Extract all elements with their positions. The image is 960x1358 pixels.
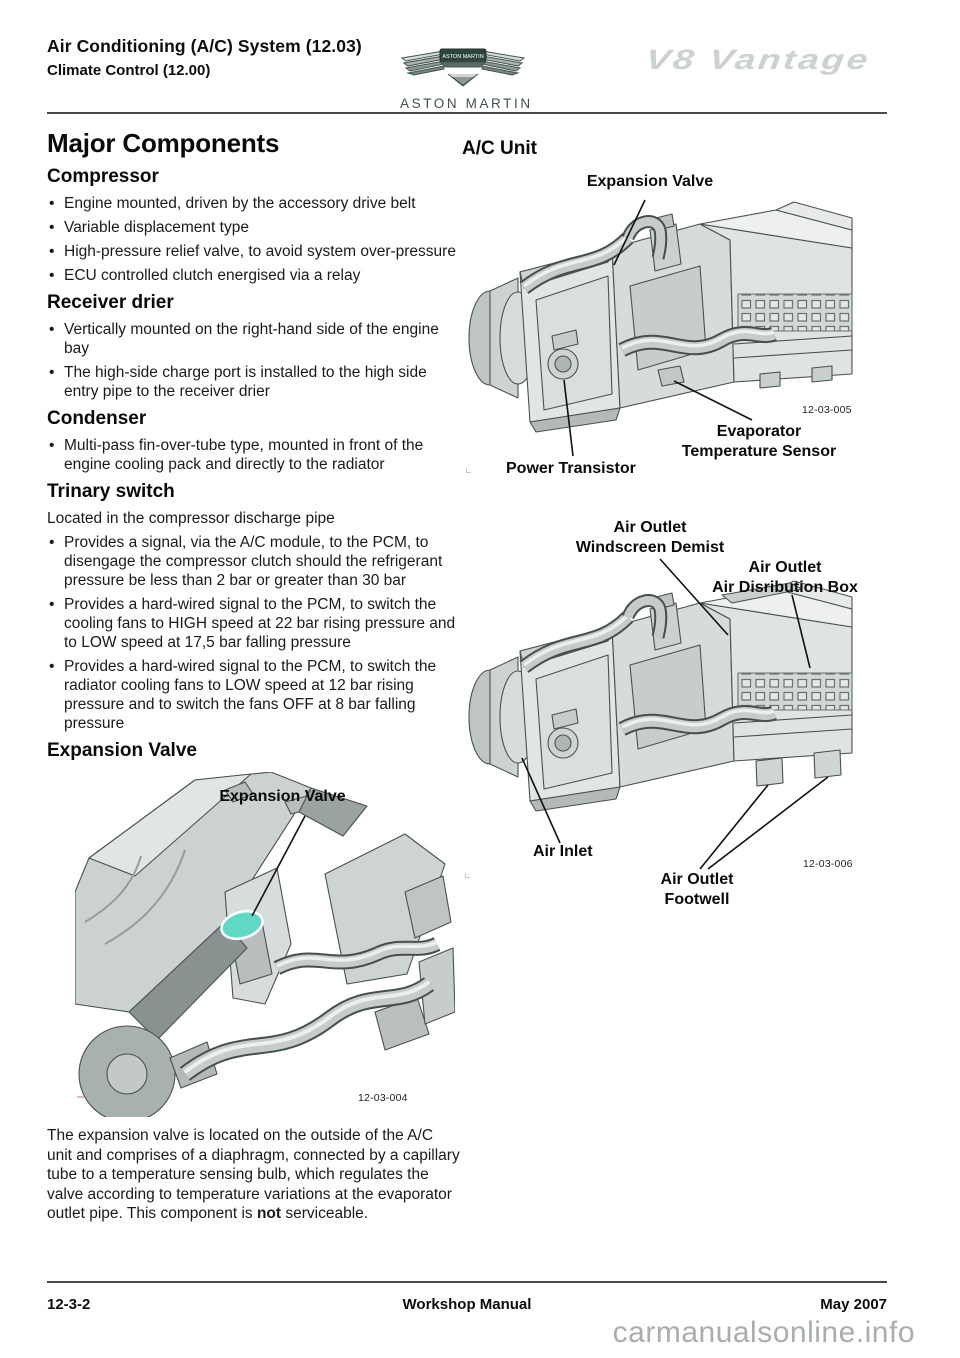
bullet-item: • Multi-pass fin-over-tube type, mounted in front of the engine cooling pack and directly to the radiator: [47, 436, 461, 474]
scan-artifact: [77, 1096, 84, 1098]
figure-label-air-distribution-box: Air Disribution Box: [712, 579, 858, 596]
trinary-bullets: [47, 533, 461, 733]
expansion-valve-illustration: [75, 772, 455, 1117]
figure-expansion-valve: [75, 772, 455, 1117]
aston-martin-wings-logo: [400, 44, 526, 90]
bullet-item: • Provides a hard-wired signal to the PCM, to switch the cooling fans to HIGH speed at 22 bar rising pressure and to LOW speed at 17,5 bar falling pressure: [47, 595, 461, 652]
doc-subtitle: Climate Control (12.00): [47, 62, 211, 79]
paragraph-text: The expansion valve is located on the outside of the A/C unit and comprises of a diaphragm, connected by a capillary tube to a temperature sensing bulb, which regulates the valve according to temperature variations at the evaporator outlet pipe. This component is: [47, 1127, 460, 1222]
bullet-item: • Engine mounted, driven by the accessory drive belt: [47, 194, 461, 213]
model-logo: V8 Vantage: [643, 44, 873, 75]
figure-label-windscreen-demist: Windscreen Demist: [575, 539, 725, 556]
section-heading-compressor: Compressor: [47, 166, 159, 187]
header-rule: [47, 112, 887, 114]
ac-unit-illustration-1: [460, 168, 912, 490]
paragraph-bold-word: not: [256, 1205, 282, 1222]
evaporator-temp-sensor: [658, 366, 684, 386]
figure-label-expansion-valve: Expansion Valve: [586, 173, 714, 190]
footer-center-text: Workshop Manual: [402, 1296, 532, 1313]
figure-code: 12-03-006: [803, 858, 853, 870]
figure-ac-unit-bottom: [460, 513, 912, 915]
receiver-drier-bullets: [47, 320, 461, 401]
footwell-outlet-left: [756, 758, 783, 786]
figure-code: 12-03-005: [802, 404, 852, 416]
bullet-item: • High-pressure relief valve, to avoid system over-pressure: [47, 242, 461, 261]
paragraph-text: serviceable.: [281, 1205, 369, 1222]
figure-label-power-transistor: Power Transistor: [506, 460, 636, 477]
bullet-item: • ECU controlled clutch energised via a relay: [47, 266, 461, 285]
bullet-item: • Provides a signal, via the A/C module, to the PCM, to disengage the compressor clutch should the refrigerant pressure be less than 2 bar or greater than 30 bar: [47, 533, 461, 590]
expansion-valve-paragraph: [47, 1126, 461, 1224]
footer-rule: [47, 1281, 887, 1283]
figure-label-footwell: Footwell: [664, 891, 730, 908]
footer-page-number: 12-3-2: [47, 1296, 91, 1313]
bullet-item: • Variable displacement type: [47, 218, 461, 237]
figure-label-air-inlet: Air Inlet: [533, 843, 593, 860]
bullet-item: • Vertically mounted on the right-hand side of the engine bay: [47, 320, 461, 358]
header-titles: [47, 36, 362, 79]
condenser-bullets: [47, 436, 461, 474]
bullet-item: • The high-side charge port is installed to the high side entry pipe to the receiver drier: [47, 363, 461, 401]
section-heading-receiver-drier: Receiver drier: [47, 292, 174, 313]
footwell-outlet-right: [814, 750, 841, 778]
figure-label-temperature-sensor: Temperature Sensor: [681, 443, 837, 460]
section-heading-condenser: Condenser: [47, 408, 147, 429]
trinary-intro: Located in the compressor discharge pipe: [47, 510, 335, 527]
bullet-item: • Provides a hard-wired signal to the PCM, to switch the radiator cooling fans to LOW speed at 12 bar rising pressure and to switch the fans OFF at 8 bar falling pressure: [47, 657, 461, 733]
figure-label-air-outlet-footwell: Air Outlet: [660, 871, 734, 888]
section-heading-ac-unit: A/C Unit: [462, 138, 537, 159]
main-heading: Major Components: [47, 128, 280, 158]
watermark: carmanualsonline.info: [612, 1316, 915, 1349]
section-heading-expansion-valve: Expansion Valve: [47, 740, 197, 761]
figure-label-air-outlet-distribution: Air Outlet: [748, 559, 822, 576]
figure-label-evaporator: Evaporator: [716, 423, 802, 440]
figure-label-expansion-valve: Expansion Valve: [219, 788, 346, 805]
compressor-bullets: [47, 194, 461, 285]
left-column: [47, 128, 461, 768]
figure-code: 12-03-004: [358, 1092, 408, 1104]
brand-name: ASTON MARTIN: [400, 96, 533, 111]
footer-date: May 2007: [820, 1296, 887, 1313]
wings-icon: [400, 44, 526, 90]
section-heading-trinary-switch: Trinary switch: [47, 481, 175, 502]
scan-artifact: [466, 468, 471, 473]
figure-ac-unit-top: [460, 168, 912, 490]
doc-title: Air Conditioning (A/C) System (12.03): [47, 36, 362, 56]
figure-label-air-outlet-windscreen: Air Outlet: [613, 519, 687, 536]
wings-badge-text: ASTON MARTIN: [442, 54, 484, 60]
scan-artifact: [465, 873, 470, 878]
